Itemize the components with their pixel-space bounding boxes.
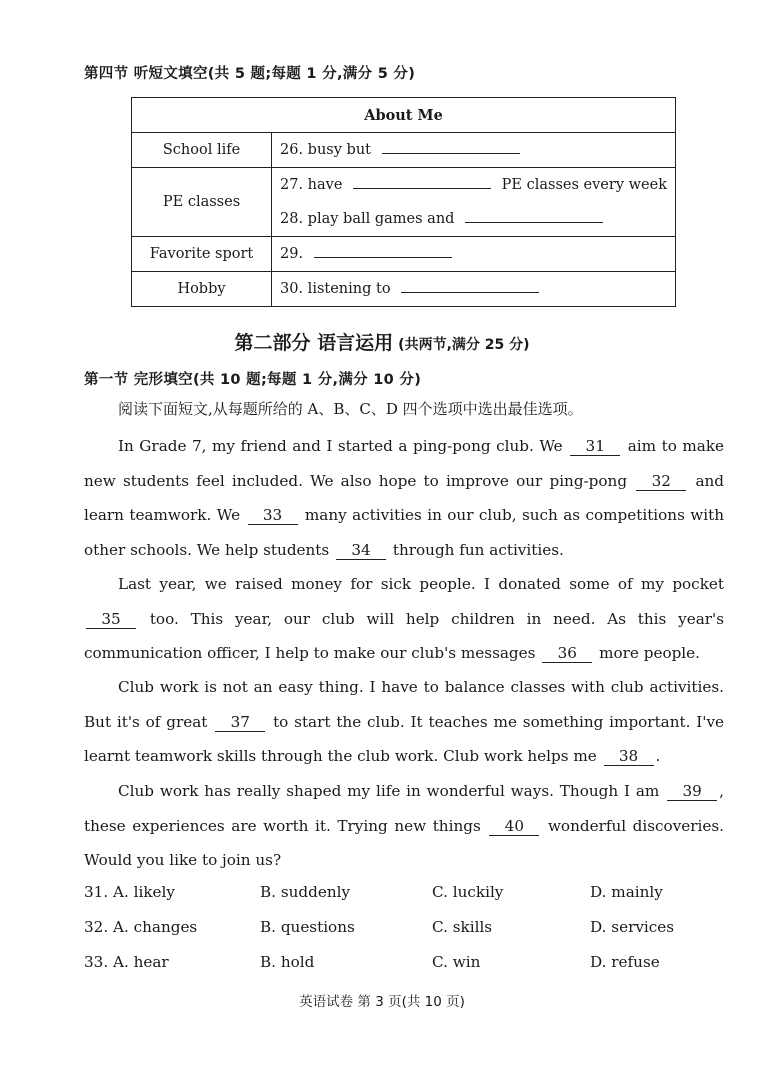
option-b[interactable]: B. questions (260, 918, 355, 936)
option-b[interactable]: B. suddenly (260, 883, 351, 901)
row-text: 26. busy but (280, 142, 371, 158)
passage-paragraph-3: Club work is not an easy thing. I have to balance classes with club activities. But it's of great 37 to start the club. It teaches me something important. I've learnt teamwork skills through the club work. Club work helps me 38 . (84, 678, 725, 765)
blank-31[interactable]: 31 (570, 437, 620, 456)
blank-34[interactable]: 34 (336, 541, 386, 560)
answer-blank[interactable] (353, 174, 491, 189)
option-b[interactable]: B. hold (260, 953, 315, 971)
row-content (272, 168, 676, 237)
options-row-32 (84, 918, 724, 942)
blank-40[interactable]: 40 (489, 817, 539, 836)
blank-35[interactable]: 35 (86, 610, 136, 629)
table-row (132, 168, 676, 237)
section4-header: 第四节 听短文填空(共 5 题;每题 1 分,满分 5 分) (84, 66, 416, 82)
row-text: PE classes every week (501, 177, 667, 193)
blank-38[interactable]: 38 (604, 747, 654, 766)
blank-39[interactable]: 39 (667, 782, 717, 801)
instruction: 阅读下面短文,从每题所给的 A、B、C、D 四个选项中选出最佳选项。 (118, 400, 583, 418)
table-row (132, 133, 676, 168)
row-text: 30. listening to (280, 281, 391, 297)
blank-32[interactable]: 32 (636, 472, 686, 491)
part2-title (0, 328, 764, 355)
row-content (272, 133, 676, 168)
option-c[interactable]: C. win (432, 953, 481, 971)
row-text: 29. (280, 246, 304, 262)
about-me-table (131, 97, 676, 307)
option-d[interactable]: D. services (590, 918, 675, 936)
answer-blank[interactable] (314, 243, 452, 258)
section1-header: 第一节 完形填空(共 10 题;每题 1 分,满分 10 分) (84, 372, 422, 388)
option-a[interactable]: 33. A. hear (84, 953, 169, 971)
option-c[interactable]: C. skills (432, 918, 493, 936)
options-row-33 (84, 953, 724, 977)
answer-blank[interactable] (465, 208, 603, 223)
row-content (272, 272, 676, 307)
row-category: School life (132, 133, 272, 168)
part2-heading: 第二部分 语言运用 (234, 332, 394, 354)
option-a[interactable]: 32. A. changes (84, 918, 198, 936)
table-row (132, 272, 676, 307)
answer-blank[interactable] (401, 278, 539, 293)
row-category: Favorite sport (132, 237, 272, 272)
answer-blank[interactable] (382, 139, 520, 154)
row-content (272, 237, 676, 272)
passage-paragraph-2: Last year, we raised money for sick people. I donated some of my pocket 35 too. This year, our club will help children in need. As this year's communication officer, I help to make our club's messages 36 more people. (84, 575, 725, 662)
option-c[interactable]: C. luckily (432, 883, 504, 901)
table-title: About Me (132, 98, 676, 133)
passage-paragraph-4: Club work has really shaped my life in wonderful ways. Though I am 39 , these experiences are worth it. Trying new things 40 wonderful discoveries. Would you like to join us? (84, 782, 725, 869)
options-row-31 (84, 883, 724, 907)
blank-37[interactable]: 37 (215, 713, 265, 732)
row-category: PE classes (132, 168, 272, 237)
option-d[interactable]: D. mainly (590, 883, 663, 901)
blank-36[interactable]: 36 (542, 644, 592, 663)
row-text: 27. have (280, 177, 343, 193)
part2-note: (共两节,满分 25 分) (398, 337, 530, 353)
blank-33[interactable]: 33 (248, 506, 298, 525)
table-row (132, 237, 676, 272)
page-footer: 英语试卷 第 3 页(共 10 页) (299, 994, 465, 1010)
option-a[interactable]: 31. A. likely (84, 883, 175, 901)
row-text: 28. play ball games and (280, 211, 455, 227)
row-category: Hobby (132, 272, 272, 307)
passage-paragraph-1: In Grade 7, my friend and I started a ping-pong club. We 31 aim to make new students feel included. We also hope to improve our ping-pong 32 and learn teamwork. We 33 many activities in our club, such as competitions with other schools. We help students 34 through fun activities. (84, 437, 725, 559)
option-d[interactable]: D. refuse (590, 953, 660, 971)
